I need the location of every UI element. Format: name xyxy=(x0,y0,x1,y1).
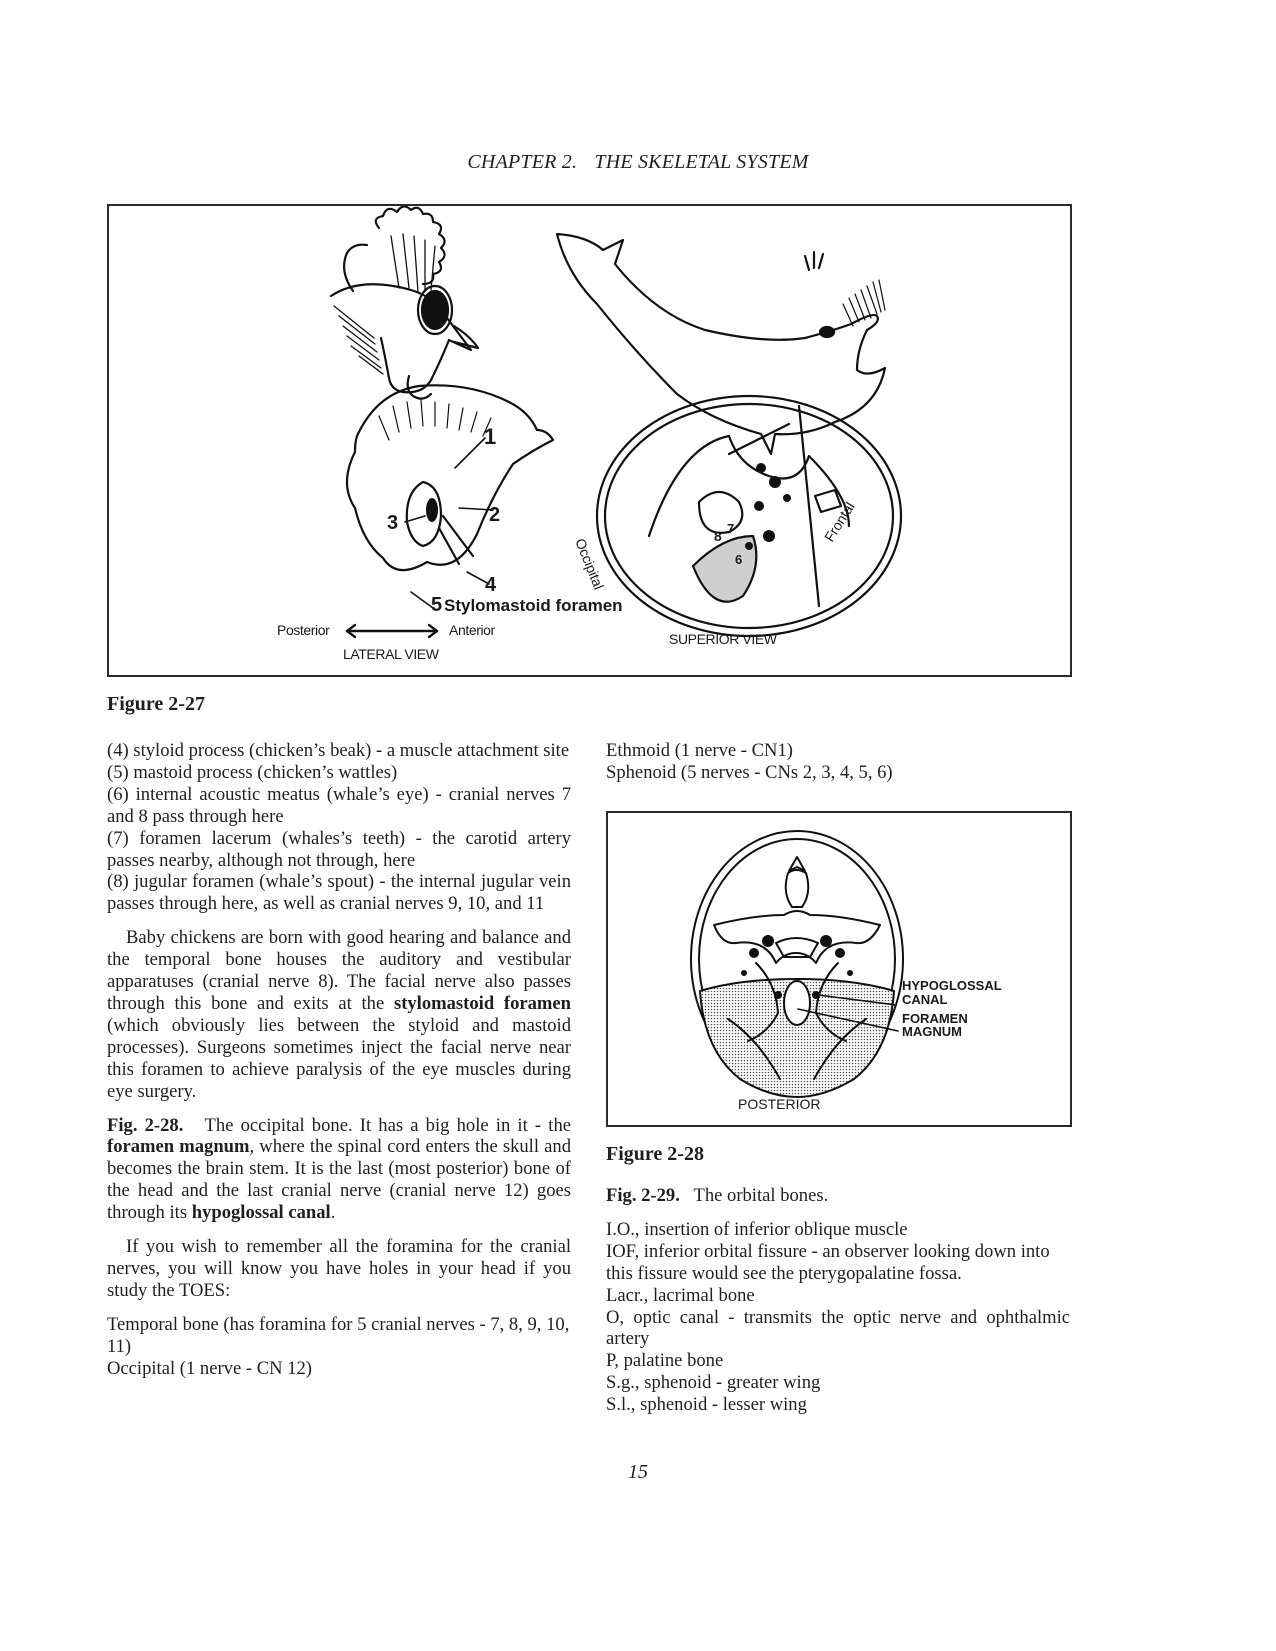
toes-item-occipital: Occipital (1 nerve - CN 12) xyxy=(107,1357,312,1379)
label-4: 4 xyxy=(485,574,497,596)
temporal-hatching xyxy=(379,400,491,440)
label-magnum: MAGNUM xyxy=(902,1024,962,1039)
label-anterior: Anterior xyxy=(449,622,495,638)
label-7: 7 xyxy=(727,521,735,536)
right-column xyxy=(606,740,1070,784)
skull-superior-drawing xyxy=(597,396,901,636)
text: (which obviously lies between the styloid and mastoid processes). Surgeons sometimes inject the facial nerve near this foramen to achieve paralysis of the eye muscles during eye surgery. xyxy=(107,1014,571,1102)
list-item: P, palatine bone xyxy=(606,1350,724,1372)
term-foramen-magnum: foramen magnum xyxy=(107,1136,250,1158)
text: , where the spinal cord enters the skull and becomes the brain stem. It is the last (most posterior) bone of the head and the last cranial nerve (cranial nerve 12) goes through its xyxy=(107,1136,571,1224)
list-item: (5) mastoid process (chicken’s wattles) xyxy=(107,761,398,783)
label-foramen: FORAMEN xyxy=(902,1011,968,1026)
label-lateral-view: LATERAL VIEW xyxy=(343,646,439,662)
temporal-bone-drawing xyxy=(347,385,553,570)
list-item: IOF, inferior orbital fissure - an observer looking down into this fissure would see the pterygopalatine fossa. xyxy=(606,1240,1050,1284)
list-item: (8) jugular foramen (whale’s spout) - the internal jugular vein passes through here, as well as cranial nerves 9, 10, and 11 xyxy=(107,871,571,915)
list-item: I.O., insertion of inferior oblique muscle xyxy=(606,1218,908,1240)
list-item: S.g., sphenoid - greater wing xyxy=(606,1372,821,1394)
text: The orbital bones. xyxy=(693,1185,829,1206)
paragraph-fig-2-29 xyxy=(606,1185,1070,1207)
list-item: (7) foramen lacerum (whales’s teeth) - the carotid artery passes nearby, although not through, here xyxy=(107,827,571,871)
posterior-anterior-arrow xyxy=(347,625,437,637)
label-occipital: Occipital xyxy=(572,536,608,592)
figure-2-27 xyxy=(107,204,1072,677)
label-posterior: Posterior xyxy=(277,622,330,638)
paragraph-fig-2-28 xyxy=(107,1115,571,1225)
whale-drawing xyxy=(557,234,885,454)
page-number: 15 xyxy=(628,1461,648,1483)
label-stylomastoid-foramen: Stylomastoid foramen xyxy=(444,596,623,615)
text: The occipital bone. It has a big hole in it - the xyxy=(204,1114,571,1136)
list-item: (4) styloid process (chicken’s beak) - a muscle attachment site xyxy=(107,740,570,761)
label-superior-view: SUPERIOR VIEW xyxy=(669,631,777,647)
chapter-number: CHAPTER 2. xyxy=(467,151,578,173)
chicken-head-drawing xyxy=(331,206,478,398)
figure-2-28-illustration xyxy=(608,813,1070,1125)
fig-2-28-lead: Fig. 2-28. xyxy=(107,1114,184,1136)
term-hypoglossal-canal: hypoglossal canal xyxy=(191,1202,331,1224)
paragraph-temporal-bone xyxy=(107,927,571,1102)
figure-2-28-caption: Figure 2-28 xyxy=(606,1143,704,1165)
toes-item-temporal: Temporal bone (has foramina for 5 cranial nerves - 7, 8, 9, 10, 11) xyxy=(107,1313,570,1357)
running-head xyxy=(0,151,1276,174)
chapter-title: THE SKELETAL SYSTEM xyxy=(594,151,809,173)
label-1: 1 xyxy=(484,424,497,449)
list-item: S.l., sphenoid - lesser wing xyxy=(606,1394,807,1416)
term-stylomastoid-foramen: stylomastoid foramen xyxy=(393,992,571,1014)
list-item: (6) internal acoustic meatus (whale’s eye) - cranial nerves 7 and 8 pass through here xyxy=(107,783,571,827)
label-canal: CANAL xyxy=(902,992,948,1007)
label-5: 5 xyxy=(431,594,443,616)
text: . xyxy=(330,1202,336,1224)
paragraph-toes: If you wish to remember all the foramina for the cranial nerves, you will know you have holes in your head if you study the TOES: xyxy=(107,1236,571,1301)
label-hypoglossal: HYPOGLOSSAL xyxy=(902,978,1002,993)
label-2: 2 xyxy=(489,504,501,526)
occipital-skull-drawing xyxy=(691,831,903,1097)
text: Baby chickens are born with good hearing and balance and the temporal bone houses the auditory and vestibular apparatuses (cranial nerve 8). The facial nerve also passes through this bone and exits at the xyxy=(107,927,571,1014)
label-posterior: POSTERIOR xyxy=(738,1096,821,1112)
fig-2-29-lead: Fig. 2-29. xyxy=(606,1185,680,1206)
figure-2-27-caption: Figure 2-27 xyxy=(107,693,205,715)
left-column xyxy=(107,740,571,1379)
label-frontal: Frontal xyxy=(821,499,858,545)
list-item: Lacr., lacrimal bone xyxy=(606,1284,755,1306)
figure-2-28 xyxy=(606,811,1072,1127)
right-column-lower xyxy=(606,1185,1070,1416)
list-item: O, optic canal - transmits the optic nerve and ophthalmic artery xyxy=(606,1306,1070,1350)
label-3: 3 xyxy=(387,512,399,534)
label-6: 6 xyxy=(735,552,743,567)
toes-item-ethmoid: Ethmoid (1 nerve - CN1) xyxy=(606,740,793,761)
label-8: 8 xyxy=(714,528,722,544)
toes-item-sphenoid: Sphenoid (5 nerves - CNs 2, 3, 4, 5, 6) xyxy=(606,761,893,783)
